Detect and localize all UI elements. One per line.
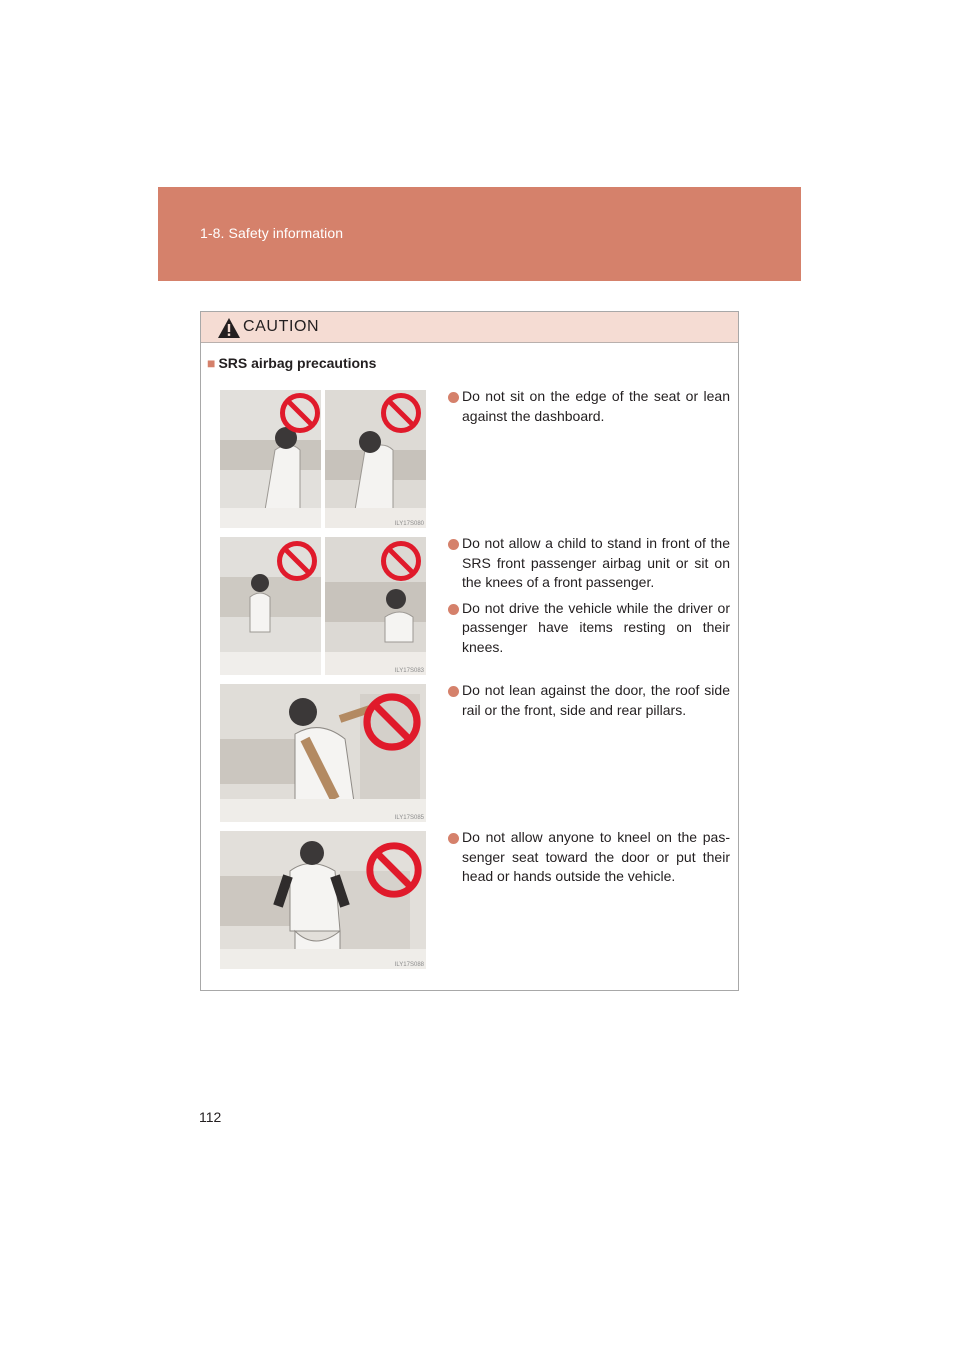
bullet-item: Do not allow a child to stand in front of the SRS front passenger airbag unit or sit on the knees of a front passenger. bbox=[448, 534, 730, 593]
bullet-item: Do not sit on the edge of the seat or lean against the dashboard. bbox=[448, 387, 730, 426]
caution-label: CAUTION bbox=[243, 318, 320, 335]
heading-marker: ■ bbox=[207, 355, 216, 371]
bullet-dot-icon bbox=[448, 392, 459, 403]
section-title: 1-8. Safety information bbox=[200, 225, 344, 241]
bullet-group-3 bbox=[448, 681, 730, 726]
bullet-item: Do not allow anyone to kneel on the pas-senger seat toward the door or put their head or hands outside the vehicle. bbox=[448, 828, 730, 887]
page-number: 112 bbox=[199, 1109, 222, 1125]
figure-code: ILY17S080 bbox=[394, 521, 424, 527]
figure-code: ILY17S083 bbox=[394, 668, 424, 674]
illustration-child-standing bbox=[220, 537, 426, 675]
caution-box bbox=[200, 311, 739, 991]
prohibited-icon bbox=[380, 392, 422, 434]
caution-header bbox=[201, 312, 738, 343]
prohibited-icon bbox=[276, 540, 318, 582]
bullet-group-1 bbox=[448, 387, 730, 432]
prohibited-icon bbox=[362, 692, 422, 752]
bullet-dot-icon bbox=[448, 604, 459, 615]
section-subheading bbox=[207, 355, 376, 371]
bullet-item: Do not drive the vehicle while the driver or passenger have items resting on their knees. bbox=[448, 599, 730, 658]
section-header-band bbox=[158, 187, 801, 281]
bullet-dot-icon bbox=[448, 539, 459, 550]
bullet-item: Do not lean against the door, the roof side rail or the front, side and rear pillars. bbox=[448, 681, 730, 720]
warning-triangle-icon bbox=[217, 317, 241, 339]
illustration-sitting-edge bbox=[220, 390, 426, 528]
bullet-group-2 bbox=[448, 534, 730, 663]
prohibited-icon bbox=[279, 392, 321, 434]
figure-code: ILY17S088 bbox=[394, 962, 424, 968]
bullet-dot-icon bbox=[448, 686, 459, 697]
figure-code: ILY17S085 bbox=[394, 815, 424, 821]
illustration-leaning-door bbox=[220, 684, 426, 822]
illustration-kneeling-seat bbox=[220, 831, 426, 969]
prohibited-icon bbox=[365, 841, 423, 899]
bullet-group-4 bbox=[448, 828, 730, 893]
bullet-dot-icon bbox=[448, 833, 459, 844]
subheading-text: SRS airbag precautions bbox=[218, 355, 377, 371]
prohibited-icon bbox=[380, 540, 422, 582]
